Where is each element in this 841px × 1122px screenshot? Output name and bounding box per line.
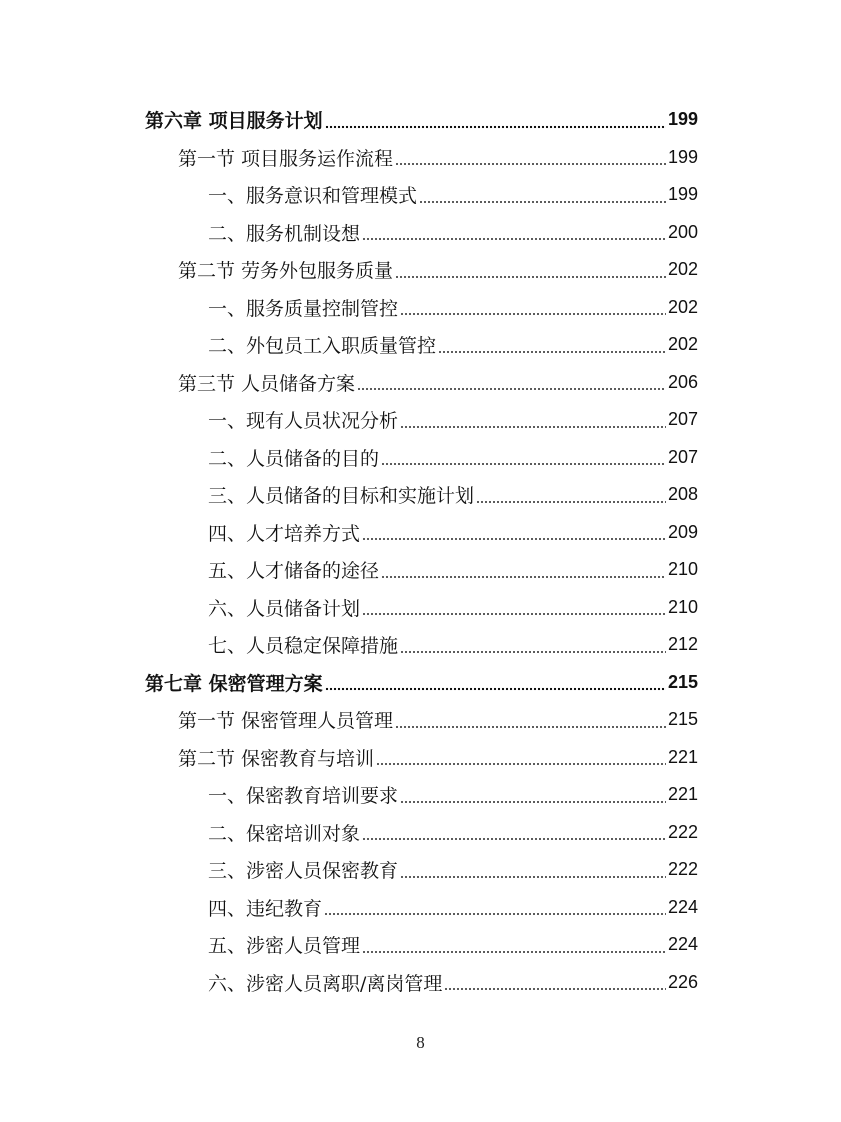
toc-entry-section[interactable] bbox=[0, 364, 841, 402]
toc-entry-title: 第一节 保密管理人员管理 bbox=[178, 710, 394, 733]
toc-entry-page-number: 207 bbox=[667, 409, 698, 430]
toc-entry-subsection[interactable] bbox=[0, 476, 841, 514]
toc-entry-subsection[interactable] bbox=[0, 289, 841, 327]
toc-dot-leader bbox=[362, 950, 666, 954]
toc-entry-page-number: 215 bbox=[667, 671, 698, 692]
toc-entry-title: 四、人才培养方式 bbox=[208, 522, 361, 545]
toc-entry-subsection[interactable] bbox=[0, 401, 841, 439]
toc-entry-page-number: 206 bbox=[667, 371, 698, 392]
toc-entry-page-number: 207 bbox=[667, 446, 698, 467]
toc-entry-title: 一、保密教育培训要求 bbox=[208, 785, 399, 808]
toc-dot-leader bbox=[362, 837, 666, 841]
toc-entry-page-number: 210 bbox=[667, 596, 698, 617]
toc-entry-page-number: 199 bbox=[667, 109, 698, 130]
toc-entry-page-number: 221 bbox=[667, 746, 698, 767]
toc-entry-title: 五、涉密人员管理 bbox=[208, 935, 361, 958]
toc-entry-subsection[interactable] bbox=[0, 926, 841, 964]
toc-entry-subsection[interactable] bbox=[0, 964, 841, 1002]
toc-entry-title: 二、人员储备的目的 bbox=[208, 447, 380, 470]
toc-entry-subsection[interactable] bbox=[0, 589, 841, 627]
toc-dot-leader bbox=[400, 800, 666, 804]
toc-entry-title: 三、人员储备的目标和实施计划 bbox=[208, 485, 475, 508]
toc-entry-title: 一、现有人员状况分析 bbox=[208, 410, 399, 433]
toc-entry-title: 第二节 劳务外包服务质量 bbox=[178, 260, 394, 283]
toc-entry-title: 第三节 人员储备方案 bbox=[178, 372, 356, 395]
toc-entry-subsection[interactable] bbox=[0, 776, 841, 814]
toc-dot-leader bbox=[357, 387, 666, 391]
toc-entry-title: 六、人员储备计划 bbox=[208, 597, 361, 620]
toc-entry-page-number: 202 bbox=[667, 259, 698, 280]
toc-entry-title: 二、保密培训对象 bbox=[208, 822, 361, 845]
toc-dot-leader bbox=[400, 312, 666, 316]
toc-entry-title: 七、人员稳定保障措施 bbox=[208, 635, 399, 658]
toc-entry-page-number: 200 bbox=[667, 221, 698, 242]
toc-entry-page-number: 221 bbox=[667, 784, 698, 805]
toc-entry-title: 二、服务机制设想 bbox=[208, 222, 361, 245]
toc-dot-leader bbox=[381, 462, 666, 466]
toc-dot-leader bbox=[400, 650, 666, 654]
toc-entry-page-number: 215 bbox=[667, 709, 698, 730]
toc-entry-section[interactable] bbox=[0, 139, 841, 177]
table-of-contents bbox=[0, 101, 841, 1001]
toc-dot-leader bbox=[444, 987, 666, 991]
toc-dot-leader bbox=[376, 762, 666, 766]
toc-entry-title: 三、涉密人员保密教育 bbox=[208, 860, 399, 883]
toc-entry-page-number: 226 bbox=[667, 971, 698, 992]
toc-entry-page-number: 199 bbox=[667, 146, 698, 167]
toc-entry-page-number: 202 bbox=[667, 334, 698, 355]
toc-entry-page-number: 212 bbox=[667, 634, 698, 655]
toc-entry-title: 第七章 保密管理方案 bbox=[145, 672, 323, 695]
toc-dot-leader bbox=[362, 237, 666, 241]
toc-entry-page-number: 208 bbox=[667, 484, 698, 505]
toc-dot-leader bbox=[362, 537, 666, 541]
toc-entry-title: 第二节 保密教育与培训 bbox=[178, 747, 375, 770]
toc-entry-subsection[interactable] bbox=[0, 176, 841, 214]
toc-entry-chapter[interactable] bbox=[0, 101, 841, 139]
toc-entry-subsection[interactable] bbox=[0, 439, 841, 477]
toc-entry-subsection[interactable] bbox=[0, 551, 841, 589]
toc-entry-title: 二、外包员工入职质量管控 bbox=[208, 335, 437, 358]
toc-entry-title: 一、服务质量控制管控 bbox=[208, 297, 399, 320]
toc-entry-subsection[interactable] bbox=[0, 814, 841, 852]
toc-entry-subsection[interactable] bbox=[0, 214, 841, 252]
toc-dot-leader bbox=[324, 912, 666, 916]
toc-dot-leader bbox=[381, 575, 666, 579]
toc-entry-title: 第六章 项目服务计划 bbox=[145, 110, 323, 133]
toc-entry-title: 一、服务意识和管理模式 bbox=[208, 185, 418, 208]
toc-entry-page-number: 224 bbox=[667, 934, 698, 955]
toc-entry-page-number: 209 bbox=[667, 521, 698, 542]
toc-entry-subsection[interactable] bbox=[0, 326, 841, 364]
toc-entry-subsection[interactable] bbox=[0, 514, 841, 552]
page-number: 8 bbox=[416, 1033, 425, 1052]
toc-entry-title: 第一节 项目服务运作流程 bbox=[178, 147, 394, 170]
toc-dot-leader bbox=[395, 725, 666, 729]
toc-entry-page-number: 222 bbox=[667, 859, 698, 880]
toc-entry-page-number: 202 bbox=[667, 296, 698, 317]
toc-dot-leader bbox=[476, 500, 666, 504]
toc-entry-subsection[interactable] bbox=[0, 889, 841, 927]
toc-dot-leader bbox=[395, 275, 666, 279]
toc-dot-leader bbox=[325, 687, 666, 691]
toc-entry-section[interactable] bbox=[0, 251, 841, 289]
toc-dot-leader bbox=[325, 125, 666, 129]
toc-entry-section[interactable] bbox=[0, 701, 841, 739]
toc-entry-page-number: 222 bbox=[667, 821, 698, 842]
toc-dot-leader bbox=[400, 425, 666, 429]
toc-entry-page-number: 199 bbox=[667, 184, 698, 205]
toc-entry-title: 六、涉密人员离职/离岗管理 bbox=[208, 972, 443, 995]
toc-entry-title: 五、人才储备的途径 bbox=[208, 560, 380, 583]
toc-dot-leader bbox=[400, 875, 666, 879]
toc-entry-chapter[interactable] bbox=[0, 664, 841, 702]
toc-entry-page-number: 224 bbox=[667, 896, 698, 917]
toc-dot-leader bbox=[419, 200, 666, 204]
toc-entry-subsection[interactable] bbox=[0, 626, 841, 664]
toc-dot-leader bbox=[395, 162, 666, 166]
toc-dot-leader bbox=[438, 350, 666, 354]
toc-entry-subsection[interactable] bbox=[0, 851, 841, 889]
toc-entry-section[interactable] bbox=[0, 739, 841, 777]
toc-entry-page-number: 210 bbox=[667, 559, 698, 580]
toc-dot-leader bbox=[362, 612, 666, 616]
toc-entry-title: 四、违纪教育 bbox=[208, 897, 323, 920]
